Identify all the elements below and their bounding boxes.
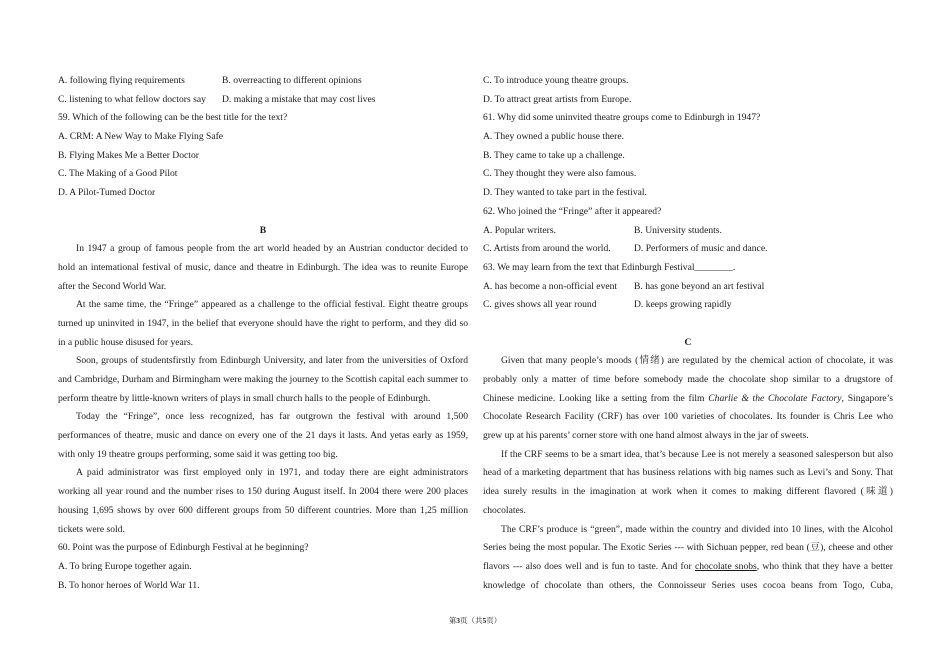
section-b-passage	[58, 240, 468, 539]
q60-option-d: D. To attract great artists from Europe.	[483, 93, 632, 105]
passage-line: tickets were sold.	[58, 523, 125, 535]
section-c-passage	[483, 352, 893, 595]
passage-line: housing 1,695 shows by over 600 different groups from 50 different countries. More than 1,25 million	[58, 504, 468, 516]
passage-line: in a public house disused for years.	[58, 336, 194, 348]
passage-line: perform theatre by little-known writers of plays in small church halls to the people of Edinburgh.	[58, 392, 431, 404]
section-b-heading: B	[259, 224, 267, 236]
q61-option-a: A. They owned a public house there.	[483, 131, 625, 143]
q61-stem: 61. Why did some uninvited theatre groups come to Edinburgh in 1947?	[483, 112, 761, 124]
q62-option-c: C. Artists from around the world.	[483, 243, 611, 255]
passage-line: and Cambridge, Durham and Birmingham were making the journey to the Scottish capital each summer to	[58, 374, 468, 385]
q63-options-row2	[483, 296, 893, 315]
passage-line: head of a marketing department that has business relations with big names such as Levi’s and Sony. That	[483, 467, 893, 479]
passage-line: Soon, groups of studentsfirstly from Edinburgh University, and later from the universities of Oxford	[76, 355, 468, 367]
q61-option-c: C. They thought they were also famous.	[483, 168, 637, 180]
passage-line	[483, 390, 893, 409]
q58-options-row2	[58, 91, 468, 110]
passage-line: A paid administrator was first employed only in 1971, and today there are eight administrators	[76, 467, 468, 479]
q62-option-b: B. University students.	[634, 224, 722, 236]
q63-stem: 63. We may learn from the text that Edinburgh Festival________.	[483, 261, 736, 273]
passage-line: knowledge of chocolate than others, the Connoisseur Series uses cocoa beans from Togo, Cuba,	[483, 579, 893, 591]
passage-line: probably only a matter of time before somebody made the chocolate shop similar to a drugstore of	[483, 374, 893, 385]
section-c-heading: C	[684, 336, 692, 348]
q60-stem: 60. Point was the purpose of Edinburgh Festival at he beginning?	[58, 542, 309, 554]
q62-stem: 62. Who joined the “Fringe” after it appeared?	[483, 205, 662, 217]
q63-option-c: C. gives shows all year round	[483, 299, 597, 311]
passage-line: The CRF’s produce is “green”, made within the country and divided into 10 lines, with the Alcohol	[501, 523, 893, 535]
spacer	[483, 315, 893, 334]
page-number: 3	[456, 616, 460, 625]
q58-options-row1	[58, 72, 468, 91]
q58-option-a: A. following flying requirements	[58, 75, 185, 86]
q61-option-d: D. They wanted to take part in the festival.	[483, 187, 647, 199]
q63-option-a: A. has become a non-official event	[483, 280, 618, 292]
q60-option-b: B. To honor heroes of World War 11.	[58, 579, 200, 591]
passage-line: with only 19 theatre groups performing, some said it was getting too big.	[58, 448, 338, 460]
q58-option-b: B. overreacting to different opinions	[222, 75, 362, 86]
passage-text: , who think that they have a better	[756, 560, 893, 572]
footer-text: 第	[448, 616, 457, 625]
passage-line: If the CRF seems to be a smart idea, that’s because Lee is not merely a seasoned salesperson but also	[501, 448, 893, 460]
q59-stem: 59. Which of the following can be the best title for the text?	[58, 112, 288, 124]
q60-option-a: A. To bring Europe together again.	[58, 560, 192, 572]
q59-option-b: B. Flying Makes Me a Better Doctor	[58, 149, 199, 161]
spacer	[58, 203, 468, 222]
passage-line: At the same time, the “Fringe” appeared as a challenge to the official festival. Eight theatre groups	[76, 299, 468, 311]
q59-option-d: D. A Pilot-Tumed Doctor	[58, 187, 156, 199]
passage-line: turned up uninvited in 1947, in the belief that everyone should have the right to perform, and they did so	[58, 317, 468, 329]
q58-option-c: C. listening to what fellow doctors say	[58, 93, 206, 105]
q63-options-row1	[483, 278, 893, 297]
q62-options-row2	[483, 240, 893, 259]
footer-text: 页（共	[460, 616, 483, 625]
passage-line: Today the “Fringe”, once less recognized, has far outgrown the festival with around 1,500	[76, 411, 468, 423]
passage-line: grew up at his parents’ corner store with one hand almost always in the jar of sweets.	[483, 430, 809, 442]
passage-line: after the Second World War.	[58, 280, 167, 292]
passage-line: hold an intemational festival of music, dance and theatre in Edinburgh. The idea was to reunite Europe	[58, 261, 468, 273]
q63-option-d: D. keeps growing rapidly	[634, 299, 732, 311]
total-pages: 5	[482, 616, 487, 625]
q60-option-c: C. To introduce young theatre groups.	[483, 75, 629, 86]
right-column	[483, 72, 893, 595]
q58-option-d: D. making a mistake that may cost lives	[222, 93, 376, 105]
q59-option-a: A. CRM: A New Way to Make Flying Safe	[58, 131, 224, 143]
passage-line: performances of theatre, music and dance on every one of the 21 days it lasts. And yetas early as 1959,	[58, 430, 468, 442]
passage-line: chocolates.	[483, 504, 526, 516]
passage-line	[483, 558, 893, 577]
left-column	[58, 72, 468, 595]
passage-line: idea surely results in the imagination at work when it comes to making different flavored (味道)	[483, 486, 893, 498]
passage-text: flavors --- also does well and is fun to taste. And for	[483, 560, 695, 572]
q62-options-row1	[483, 222, 893, 241]
page-footer	[0, 616, 950, 626]
passage-line: working all year round and the number rises to 150 during August itself. In 2004 there were 200 places	[58, 486, 468, 498]
q61-option-b: B. They came to take up a challenge.	[483, 149, 625, 161]
passage-line: Series being the most popular. The Exotic Series --- with Sichuan pepper, red bean (豆), cheese and other	[483, 542, 893, 554]
film-title: Charlie & the Chocolate Factory	[708, 392, 842, 404]
footer-text: 页）	[486, 616, 502, 625]
passage-line: Chocolate Research Facility (CRF) has over 100 varieties of chocolates. Its founder is Chris Lee who	[483, 411, 893, 423]
passage-line: Given that many people’s moods (情绪) are regulated by the chemical action of chocolate, it was	[501, 355, 893, 367]
passage-line: In 1947 a group of famous people from the art world headed by an Austrian conductor decided to	[76, 243, 468, 255]
q62-option-d: D. Performers of music and dance.	[634, 243, 768, 255]
q63-option-b: B. has gone beyond an art festival	[634, 280, 765, 292]
q62-option-a: A. Popular writers.	[483, 224, 557, 236]
passage-text: , Singapore’s	[841, 392, 893, 404]
q59-option-c: C. The Making of a Good Pilot	[58, 168, 178, 180]
underlined-phrase: chocolate snobs	[694, 560, 757, 572]
passage-text: Chinese medicine. Looking like a setting from the film	[483, 392, 709, 404]
